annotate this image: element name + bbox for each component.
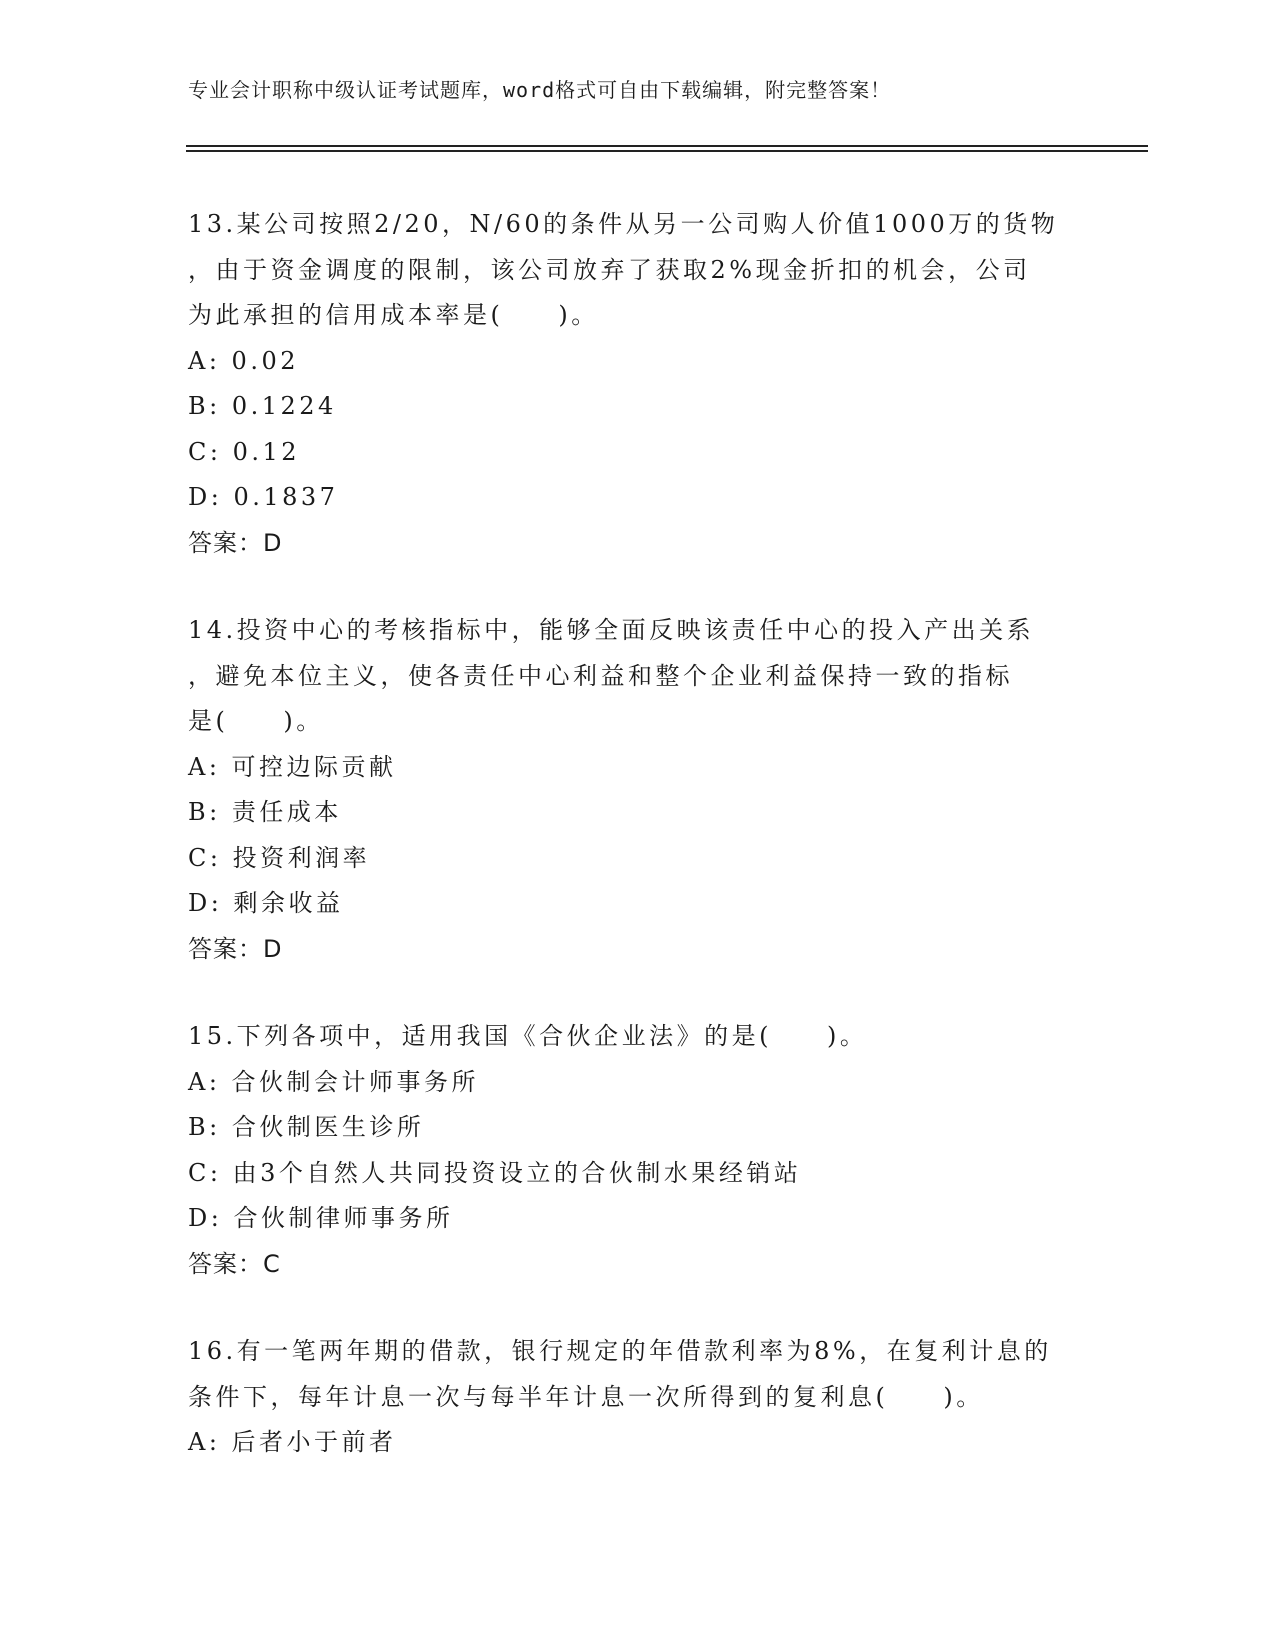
header-rule-top [186, 145, 1148, 147]
question-stem-line: ，由于资金调度的限制，该公司放弃了获取2%现金折扣的机会，公司 [188, 255, 1031, 284]
page-header: 专业会计职称中级认证考试题库，word格式可自由下载编辑，附完整答案！ [188, 78, 892, 102]
option-a: A: 后者小于前者 [188, 1428, 397, 1456]
question-stem-line: 是( )。 [188, 707, 324, 735]
question-stem-line: 16.有一笔两年期的借款，银行规定的年借款利率为8%，在复利计息的 [188, 1337, 1052, 1365]
option-c: C: 投资利润率 [188, 843, 371, 872]
option-d: D: 剩余收益 [188, 889, 344, 917]
option-b: B: 0.1224 [188, 392, 337, 420]
option-c: C: 由3个自然人共同投资设立的合伙制水果经销站 [188, 1158, 802, 1187]
question-15 [188, 1014, 1088, 1287]
question-16 [188, 1329, 1088, 1466]
question-stem-line: 为此承担的信用成本率是( )。 [188, 301, 599, 329]
option-d: D: 0.1837 [188, 483, 339, 511]
answer-label: 答案：C [188, 1249, 281, 1278]
option-d: D: 合伙制律师事务所 [188, 1204, 454, 1232]
option-b: B: 责任成本 [188, 798, 342, 826]
header-rule-bottom [186, 150, 1148, 152]
option-a: A: 可控边际贡献 [188, 752, 397, 781]
question-stem-line: 13.某公司按照2/20，N/60的条件从另一公司购人价值1000万的货物 [188, 210, 1059, 238]
question-stem-line: 条件下，每年计息一次与每半年计息一次所得到的复利息( )。 [188, 1382, 984, 1411]
question-list [188, 202, 1088, 1508]
option-c: C: 0.12 [188, 437, 301, 466]
question-stem-line: 15.下列各项中，适用我国《合伙企业法》的是( )。 [188, 1022, 868, 1050]
answer-label: 答案：D [188, 528, 283, 557]
question-stem-line: 14.投资中心的考核指标中，能够全面反映该责任中心的投入产出关系 [188, 616, 1035, 644]
answer-label: 答案：D [188, 934, 283, 963]
option-b: B: 合伙制医生诊所 [188, 1113, 425, 1141]
question-14 [188, 608, 1088, 972]
option-a: A: 合伙制会计师事务所 [188, 1067, 480, 1096]
question-stem-line: ，避免本位主义，使各责任中心利益和整个企业利益保持一致的指标 [188, 661, 1013, 690]
question-13 [188, 202, 1088, 566]
option-a: A: 0.02 [188, 346, 299, 375]
